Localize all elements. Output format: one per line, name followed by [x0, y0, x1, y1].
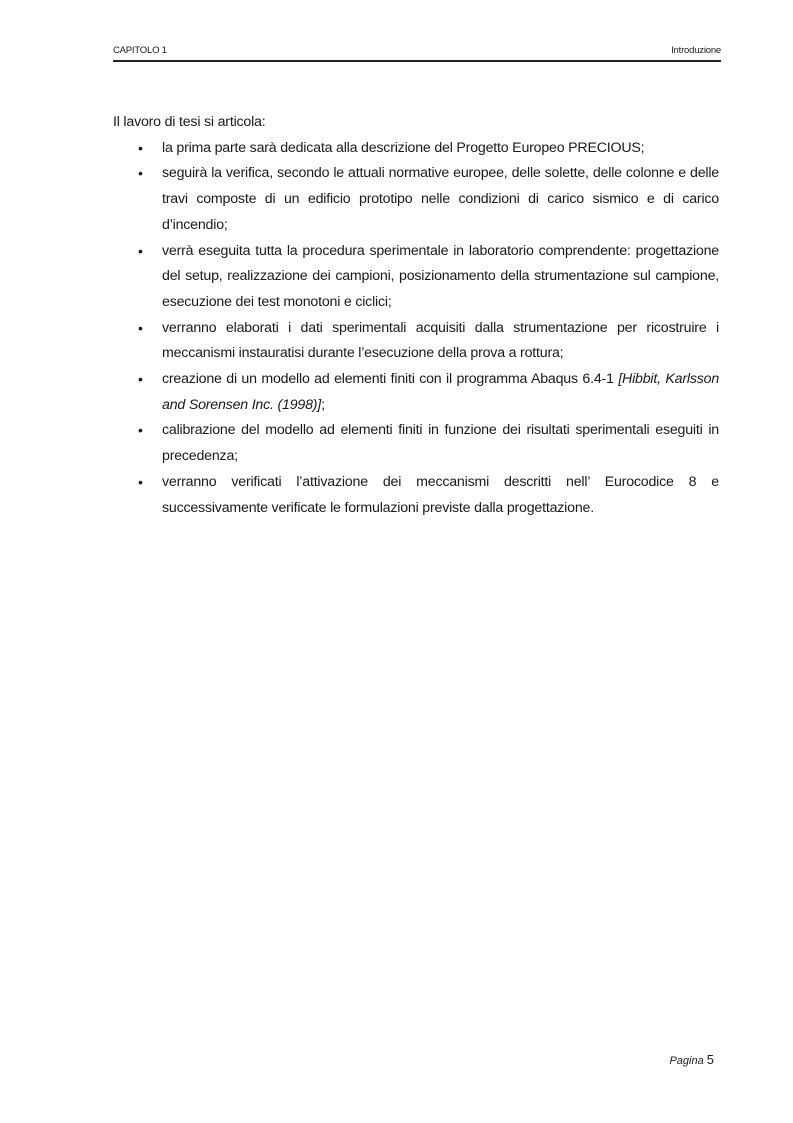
list-item-text: seguirà la verifica, secondo le attuali normative europee, delle solette, delle colonne e delle travi composte di un edificio prototipo nelle condizioni di carico sismico e di carico d’incendio; — [162, 165, 719, 233]
body-text — [113, 110, 719, 521]
bullet-list — [113, 136, 719, 522]
list-item — [113, 136, 719, 162]
intro-paragraph: Il lavoro di tesi si articola: — [113, 114, 266, 130]
bullet-icon: • — [138, 242, 143, 259]
page-header — [113, 44, 721, 62]
bullet-icon: • — [138, 371, 143, 388]
list-item-text: creazione di un modello ad elementi finiti con il programma Abaqus 6.4-1 — [162, 371, 619, 388]
citation: [Hibbit, Karlsson and Sorensen Inc. (1998)] — [162, 371, 720, 413]
page-number: 5 — [706, 1052, 714, 1067]
bullet-icon: • — [138, 473, 143, 490]
list-item — [113, 161, 719, 238]
list-item — [113, 470, 719, 521]
bullet-icon: • — [138, 422, 143, 439]
list-item — [113, 316, 719, 367]
list-item — [113, 367, 719, 418]
section-label: Introduzione — [671, 45, 721, 56]
list-item — [113, 418, 719, 469]
bullet-icon: • — [138, 165, 143, 182]
list-item-text: verranno elaborati i dati sperimentali acquisiti dalla strumentazione per ricostruire i meccanismi instauratisi durante l’esecuzione della prova a rottura; — [162, 319, 719, 362]
bullet-icon: • — [138, 319, 143, 336]
chapter-label: CAPITOLO 1 — [113, 45, 167, 56]
bullet-icon: • — [138, 139, 143, 156]
list-item-text: calibrazione del modello ad elementi finiti in funzione dei risultati sperimentali eseguiti in precedenza; — [162, 422, 719, 465]
list-item-text: verranno verificati l’attivazione dei meccanismi descritti nell’ Eurocodice 8 e successivamente verificate le formulazioni previste dalla progettazione. — [162, 473, 719, 516]
list-item-text: verrà eseguita tutta la procedura sperimentale in laboratorio comprendente: progettazione del setup, realizzazione dei campioni, posizionamento della strumentazione sul campione, esecuzione dei test monotoni e ciclici; — [162, 242, 719, 310]
page-footer — [669, 1052, 714, 1069]
list-item-text: la prima parte sarà dedicata alla descrizione del Progetto Europeo PRECIOUS; — [162, 139, 645, 156]
page-label: Pagina — [669, 1055, 704, 1067]
list-item-text-end: ; — [321, 396, 325, 413]
list-item — [113, 239, 719, 316]
